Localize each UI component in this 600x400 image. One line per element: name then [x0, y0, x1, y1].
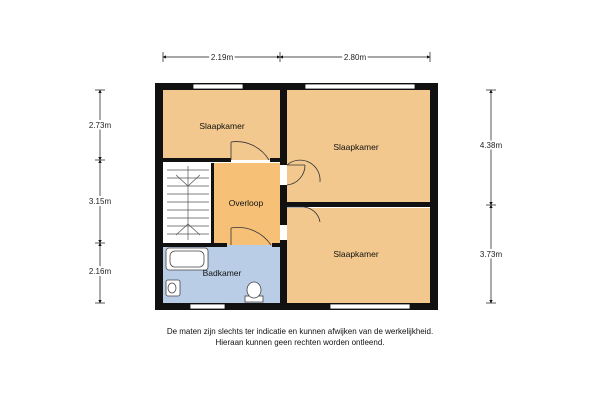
dim-top-left-width: 2.19m [210, 53, 234, 62]
disclaimer-line-2: Hieraan kunnen geen rechten worden ontleend. [215, 338, 385, 347]
disclaimer-line-1: De maten zijn slechts ter indicatie en kunnen afwijken van de werkelijkheid. [166, 327, 434, 336]
label-bathroom: Badkamer [202, 268, 242, 278]
dim-left-upper: 2.73m [88, 121, 112, 130]
dim-top-right-width: 2.80m [343, 53, 367, 62]
dim-left-middle: 3.15m [88, 197, 112, 206]
label-bedroom-top-right: Slaapkamer [333, 142, 379, 152]
dim-right-lower: 3.73m [479, 250, 503, 259]
label-bedroom-bottom-right: Slaapkamer [333, 249, 379, 259]
toilet-bowl [247, 282, 261, 298]
label-bedroom-top-left: Slaapkamer [199, 121, 245, 131]
dim-left-lower: 2.16m [88, 267, 112, 276]
label-landing: Overloop [228, 198, 264, 208]
dim-right-upper: 4.38m [479, 141, 503, 150]
